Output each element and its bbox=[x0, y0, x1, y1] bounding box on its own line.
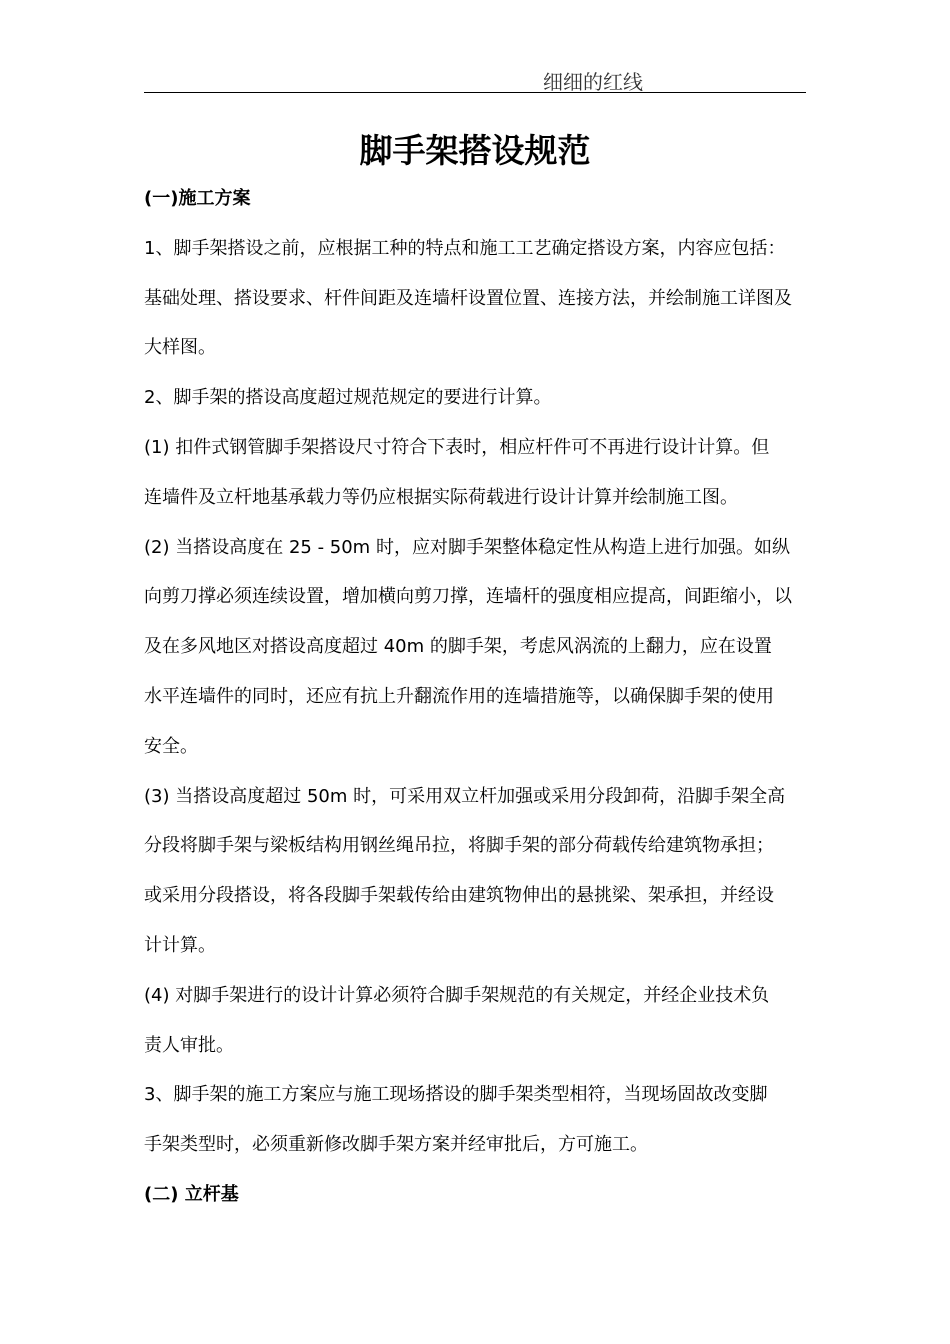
paragraph-line: 2、脚手架的搭设高度超过规范规定的要进行计算。 bbox=[144, 387, 552, 409]
paragraph-line: (2) 当搭设高度在 25 - 50m 时，应对脚手架整体稳定性从构造上进行加强。如纵 bbox=[144, 536, 790, 558]
section-heading: (一)施工方案 bbox=[144, 188, 251, 209]
document-title: 脚手架搭设规范 bbox=[359, 131, 591, 170]
paragraph-line: 3、脚手架的施工方案应与施工现场搭设的脚手架类型相符，当现场固故改变脚 bbox=[144, 1084, 768, 1106]
paragraph-line: 1、脚手架搭设之前，应根据工种的特点和施工工艺确定搭设方案，内容应包括： bbox=[144, 237, 786, 259]
paragraph-line: 手架类型时，必须重新修改脚手架方案并经审批后，方可施工。 bbox=[144, 1134, 648, 1156]
paragraph-line: 责人审批。 bbox=[144, 1034, 234, 1056]
running-header: 细细的红线 bbox=[543, 70, 643, 94]
paragraph-line: 大样图。 bbox=[144, 337, 216, 359]
paragraph-line: 分段将脚手架与梁板结构用钢丝绳吊拉，将脚手架的部分荷载传给建筑物承担； bbox=[144, 835, 774, 857]
paragraph-line: 基础处理、搭设要求、杆件间距及连墙杆设置位置、连接方法，并绘制施工详图及 bbox=[144, 287, 792, 309]
paragraph-line: 向剪刀撑必须连续设置，增加横向剪刀撑，连墙杆的强度相应提高，间距缩小，以 bbox=[144, 586, 792, 608]
header-rule bbox=[144, 92, 806, 93]
paragraph-line: (3) 当搭设高度超过 50m 时，可采用双立杆加强或采用分段卸荷，沿脚手架全高 bbox=[144, 785, 786, 807]
paragraph-line: 及在多风地区对搭设高度超过 40m 的脚手架，考虑风涡流的上翻力，应在设置 bbox=[144, 636, 772, 658]
paragraph-line: 安全。 bbox=[144, 735, 198, 757]
paragraph-line: 水平连墙件的同时，还应有抗上升翻流作用的连墙措施等，以确保脚手架的使用 bbox=[144, 686, 774, 707]
paragraph-line: 计计算。 bbox=[144, 935, 216, 956]
paragraph-line: (4) 对脚手架进行的设计计算必须符合脚手架规范的有关规定，并经企业技术负 bbox=[144, 984, 770, 1006]
paragraph-line: (1) 扣件式钢管脚手架搭设尺寸符合下表时，相应杆件可不再进行设计计算。但 bbox=[144, 437, 770, 458]
section-heading: (二) 立杆基 bbox=[144, 1184, 239, 1205]
paragraph-line: 或采用分段搭设，将各段脚手架载传给由建筑物伸出的悬挑梁、架承担，并经设 bbox=[144, 885, 774, 907]
paragraph-line: 连墙件及立杆地基承载力等仍应根据实际荷载进行设计计算并绘制施工图。 bbox=[144, 486, 738, 508]
